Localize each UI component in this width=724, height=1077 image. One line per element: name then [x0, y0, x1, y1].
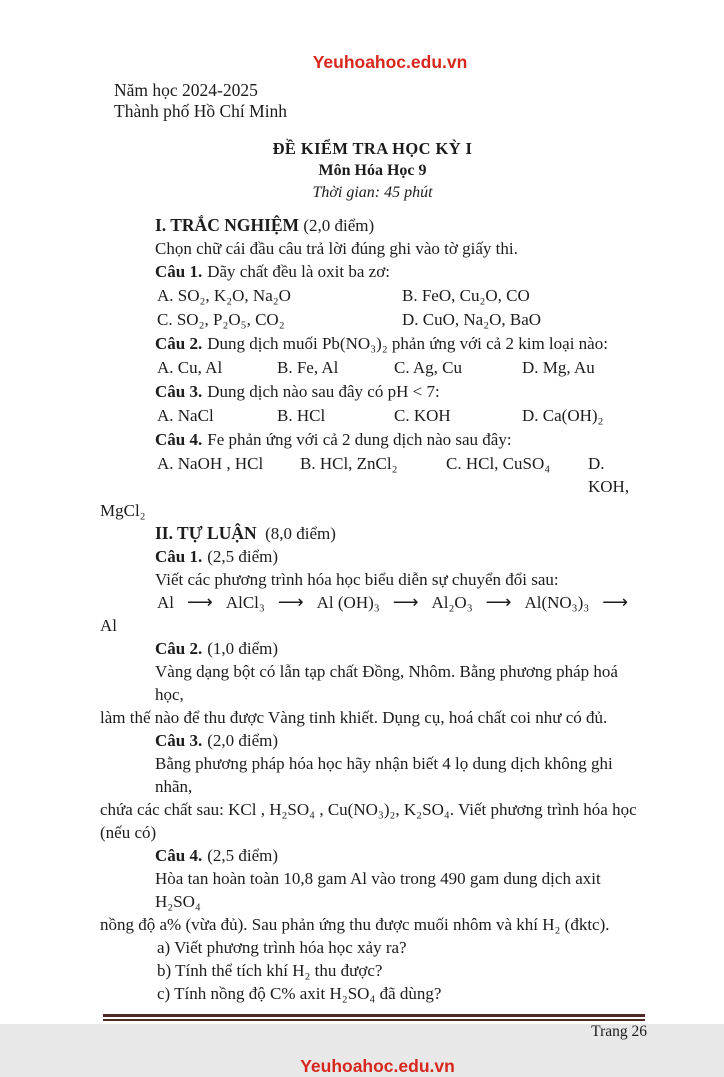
- essay-question-2-line2: làm thế nào để thu được Vàng tinh khiết. Dụng cụ, hoá chất coi như có đủ.: [100, 708, 608, 727]
- exam-duration: Thời gian: 45 phút: [312, 184, 433, 201]
- option-b: B. HCl: [277, 406, 326, 425]
- exam-title-block: [100, 139, 645, 203]
- option-b: B. HCl, ZnCl₂: [300, 454, 398, 473]
- question-2: Câu 2. Dung dịch muối Pb(NO₃)₂ phản ứng với cả 2 kim loại nào:: [155, 334, 608, 353]
- site-brand-footer: Yeuhoahoc.edu.vn: [300, 1055, 455, 1076]
- essay-question-3-line1: Bằng phương pháp hóa học hãy nhận biết 4 lọ dung dịch không ghi nhãn,: [155, 754, 613, 796]
- footer-divider-thick-line: [103, 1014, 645, 1017]
- city-line: Thành phố Hồ Chí Minh: [114, 101, 288, 121]
- question-4-option-d-continuation: MgCl₂: [100, 501, 146, 520]
- option-c: C. KOH: [394, 406, 451, 425]
- exam-title: ĐỀ KIỂM TRA HỌC KỲ I: [272, 139, 473, 158]
- essay-question-4-line1: Hòa tan hoàn toàn 10,8 gam Al vào trong 490 gam dung dịch axit H₂SO₄: [155, 869, 601, 911]
- essay-question-2-line1: Vàng dạng bột có lẫn tạp chất Đồng, Nhôm. Bằng phương pháp hoá học,: [155, 662, 618, 704]
- section1-heading: I. TRẮC NGHIỆM (2,0 điểm): [155, 215, 375, 235]
- option-a: A. SO₂, K₂O, Na₂O: [157, 286, 291, 305]
- right-arrow-icon: ⟶: [485, 592, 512, 613]
- option-c: C. SO₂, P₂O₅, CO₂: [157, 310, 285, 329]
- essay-question-3: Câu 3. (2,0 điểm): [155, 731, 279, 750]
- transformation-chain-continuation: Al: [100, 616, 117, 635]
- footer-divider: [103, 1014, 645, 1021]
- right-arrow-icon: ⟶: [277, 592, 304, 613]
- option-d: D. Mg, Au: [522, 358, 595, 377]
- question-4-options: [100, 452, 645, 498]
- question-2-options: [100, 356, 645, 379]
- option-d: D. KOH,: [588, 454, 630, 496]
- option-b: B. Fe, Al: [277, 358, 339, 377]
- document-body: [100, 214, 645, 1005]
- document-header: [100, 80, 645, 122]
- chain-step: Al: [157, 593, 174, 612]
- option-b: B. FeO, Cu₂O, CO: [402, 286, 530, 305]
- option-d: D. CuO, Na₂O, BaO: [402, 310, 542, 329]
- section2-heading: II. TỰ LUẬN (8,0 điểm): [155, 523, 336, 543]
- question-1-options-row-1: [100, 284, 645, 307]
- question-1: Câu 1. Dãy chất đều là oxit ba zơ:: [155, 262, 390, 281]
- page-number: Trang 26: [591, 1022, 647, 1040]
- chain-step: Al(NO₃)₃: [524, 593, 590, 612]
- essay-question-4-part-c: c) Tính nồng độ C% axit H₂SO₄ đã dùng?: [157, 984, 442, 1003]
- option-a: A. NaOH , HCl: [157, 454, 264, 473]
- right-arrow-icon: ⟶: [602, 592, 628, 613]
- option-a: A. Cu, Al: [157, 358, 223, 377]
- chain-step: Al₂O₃: [431, 593, 473, 612]
- section1-instruction: Chọn chữ cái đầu câu trả lời đúng ghi vào tờ giấy thi.: [155, 239, 518, 258]
- option-c: C. HCl, CuSO₄: [446, 454, 551, 473]
- essay-question-4: Câu 4. (2,5 điểm): [155, 846, 279, 865]
- school-year-line: Năm học 2024-2025: [114, 80, 258, 100]
- question-3-options: [100, 404, 645, 427]
- right-arrow-icon: ⟶: [187, 592, 213, 613]
- option-a: A. NaCl: [157, 406, 214, 425]
- option-d: D. Ca(OH)₂: [522, 406, 604, 425]
- essay-question-2: Câu 2. (1,0 điểm): [155, 639, 279, 658]
- footer-divider-thin-line: [103, 1019, 645, 1021]
- essay-question-4-part-b: b) Tính thể tích khí H₂ thu được?: [157, 961, 383, 980]
- question-1-options-row-2: [100, 308, 645, 331]
- essay-question-4-part-a: a) Viết phương trình hóa học xảy ra?: [157, 938, 407, 957]
- chain-step: AlCl₃: [225, 593, 265, 612]
- chain-step: Al (OH)₃: [316, 593, 380, 612]
- transformation-chain: [100, 591, 645, 614]
- essay-question-3-line3: (nếu có): [100, 823, 157, 842]
- option-c: C. Ag, Cu: [394, 358, 463, 377]
- site-brand-header: Yeuhoahoc.edu.vn: [312, 52, 468, 72]
- essay-question-1-text: Viết các phương trình hóa học biểu diễn sự chuyển đổi sau:: [155, 570, 559, 589]
- right-arrow-icon: ⟶: [392, 592, 419, 613]
- essay-question-3-line2: chứa các chất sau: KCl , H₂SO₄ , Cu(NO₃)₂, K₂SO₄. Viết phương trình hóa học: [100, 800, 637, 819]
- question-3: Câu 3. Dung dịch nào sau đây có pH < 7:: [155, 382, 440, 401]
- essay-question-1: Câu 1. (2,5 điểm): [155, 547, 279, 566]
- exam-subject: Môn Hóa Học 9: [318, 162, 427, 179]
- question-4: Câu 4. Fe phản ứng với cả 2 dung dịch nào sau đây:: [155, 430, 512, 449]
- essay-question-4-line2: nồng độ a% (vừa đủ). Sau phản ứng thu được muối nhôm và khí H₂ (đktc).: [100, 915, 610, 934]
